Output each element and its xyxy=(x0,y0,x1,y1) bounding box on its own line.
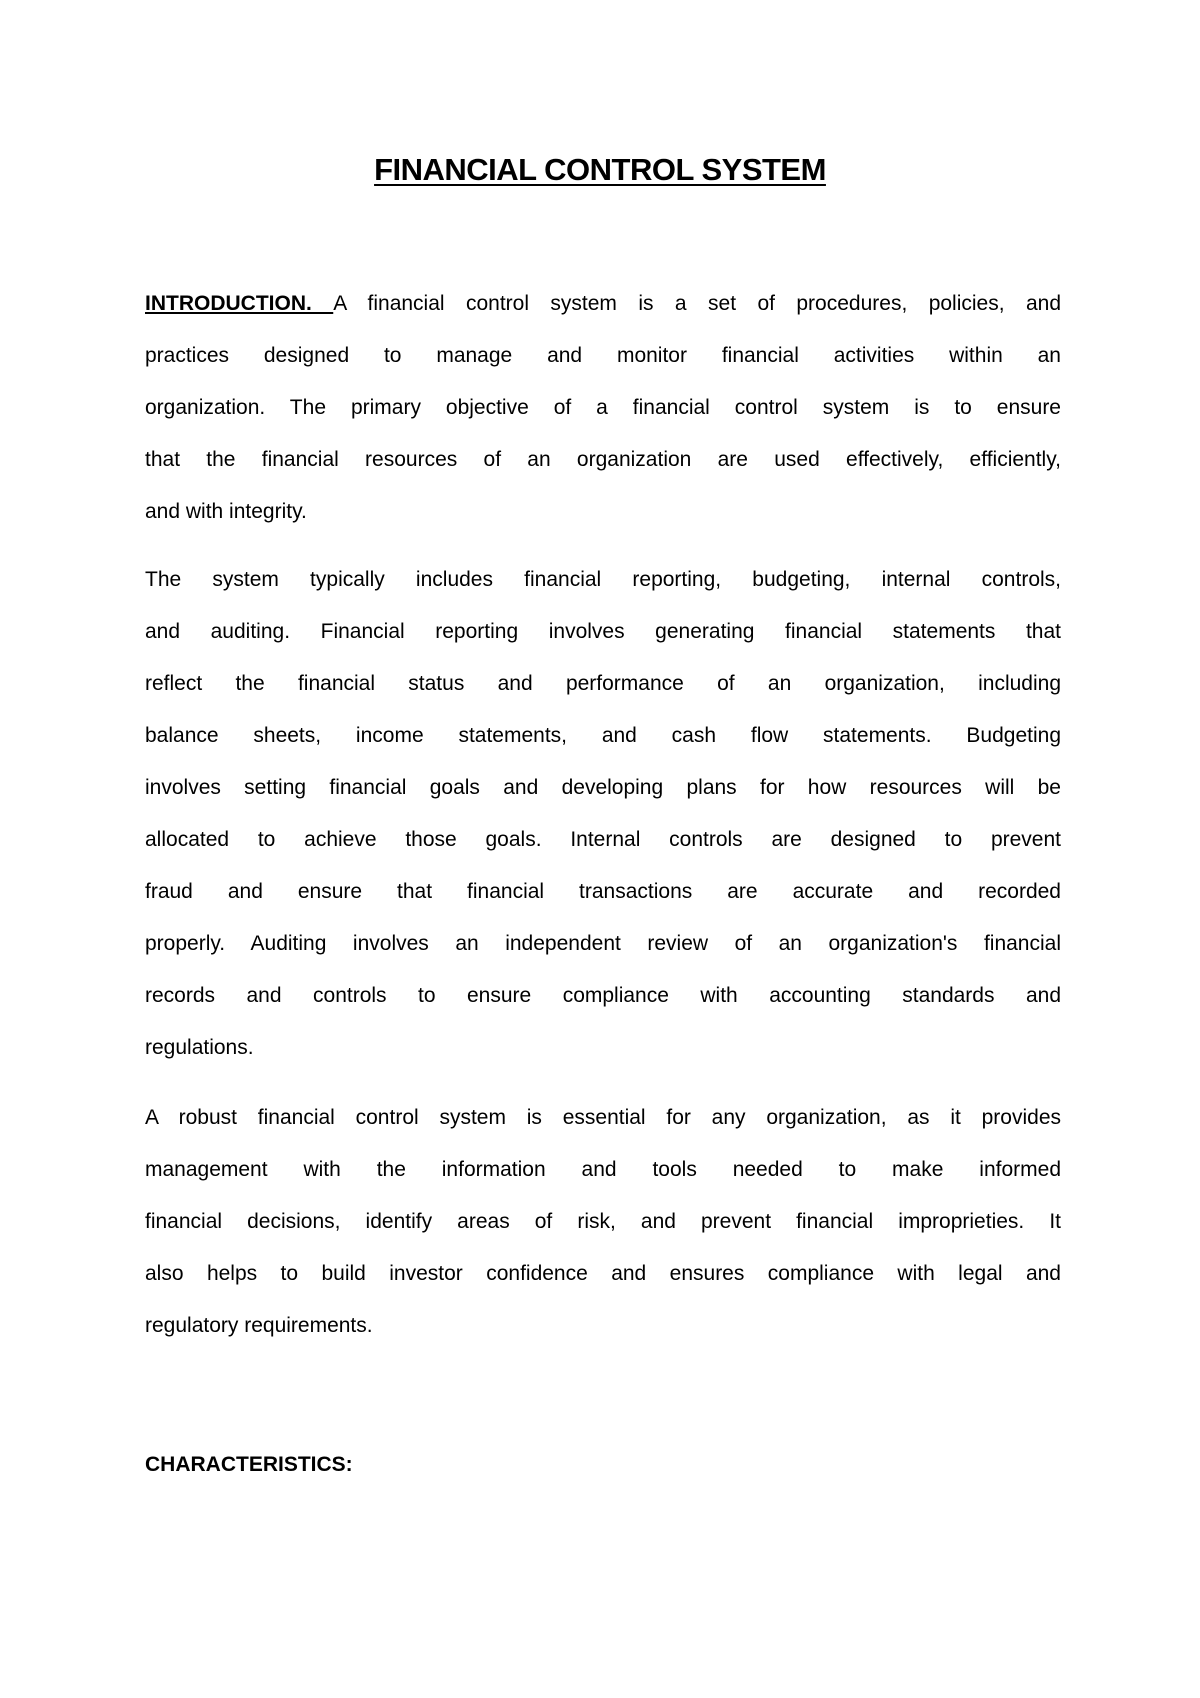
line-text: A financial control system is a set of procedures, policies, and xyxy=(333,292,1062,315)
text-line xyxy=(145,1248,1061,1300)
system-paragraph xyxy=(145,554,1061,1074)
line-text: financial decisions, identify areas of risk, and prevent financial improprieties. It xyxy=(145,1210,1061,1233)
line-text: involves setting financial goals and developing plans for how resources will be xyxy=(145,776,1061,799)
text-line xyxy=(145,866,1061,918)
robust-system-paragraph xyxy=(145,1092,1061,1352)
line-text: and with integrity. xyxy=(145,500,307,523)
text-line xyxy=(145,434,1061,486)
characteristics-heading: CHARACTERISTICS: xyxy=(145,1453,353,1476)
text-line xyxy=(145,1196,1061,1248)
text-line xyxy=(145,330,1061,382)
line-text: A robust financial control system is essential for any organization, as it provides xyxy=(145,1106,1061,1129)
line-text: organization. The primary objective of a financial control system is to ensure xyxy=(145,396,1061,419)
line-text: management with the information and tools needed to make informed xyxy=(145,1158,1061,1181)
text-line xyxy=(145,658,1061,710)
text-line xyxy=(145,710,1061,762)
line-text: that the financial resources of an organization are used effectively, efficiently, xyxy=(145,448,1061,471)
text-line xyxy=(145,1022,1061,1074)
introduction-paragraph xyxy=(145,278,1061,538)
line-text: also helps to build investor confidence and ensures compliance with legal and xyxy=(145,1262,1061,1285)
line-text: allocated to achieve those goals. Internal controls are designed to prevent xyxy=(145,828,1061,851)
line-text: regulations. xyxy=(145,1036,254,1059)
text-line xyxy=(145,1300,1061,1352)
text-line xyxy=(145,554,1061,606)
line-text: The system typically includes financial reporting, budgeting, internal controls, xyxy=(145,568,1061,591)
line-text: regulatory requirements. xyxy=(145,1314,373,1337)
text-line xyxy=(145,278,1061,330)
text-line xyxy=(145,1092,1061,1144)
text-line xyxy=(145,814,1061,866)
text-line xyxy=(145,918,1061,970)
line-text: reflect the financial status and performance of an organization, including xyxy=(145,672,1061,695)
introduction-label: INTRODUCTION. xyxy=(145,292,334,315)
text-line xyxy=(145,486,1061,538)
text-line xyxy=(145,970,1061,1022)
line-text: balance sheets, income statements, and cash flow statements. Budgeting xyxy=(145,724,1061,747)
text-line xyxy=(145,762,1061,814)
text-line xyxy=(145,606,1061,658)
line-text: properly. Auditing involves an independent review of an organization's financial xyxy=(145,932,1061,955)
document-title: FINANCIAL CONTROL SYSTEM xyxy=(374,152,826,187)
text-line xyxy=(145,1144,1061,1196)
line-text: and auditing. Financial reporting involves generating financial statements that xyxy=(145,620,1061,643)
text-line xyxy=(145,382,1061,434)
line-text: practices designed to manage and monitor financial activities within an xyxy=(145,344,1061,367)
line-text: records and controls to ensure compliance with accounting standards and xyxy=(145,984,1061,1007)
line-text: fraud and ensure that financial transactions are accurate and recorded xyxy=(145,880,1061,903)
